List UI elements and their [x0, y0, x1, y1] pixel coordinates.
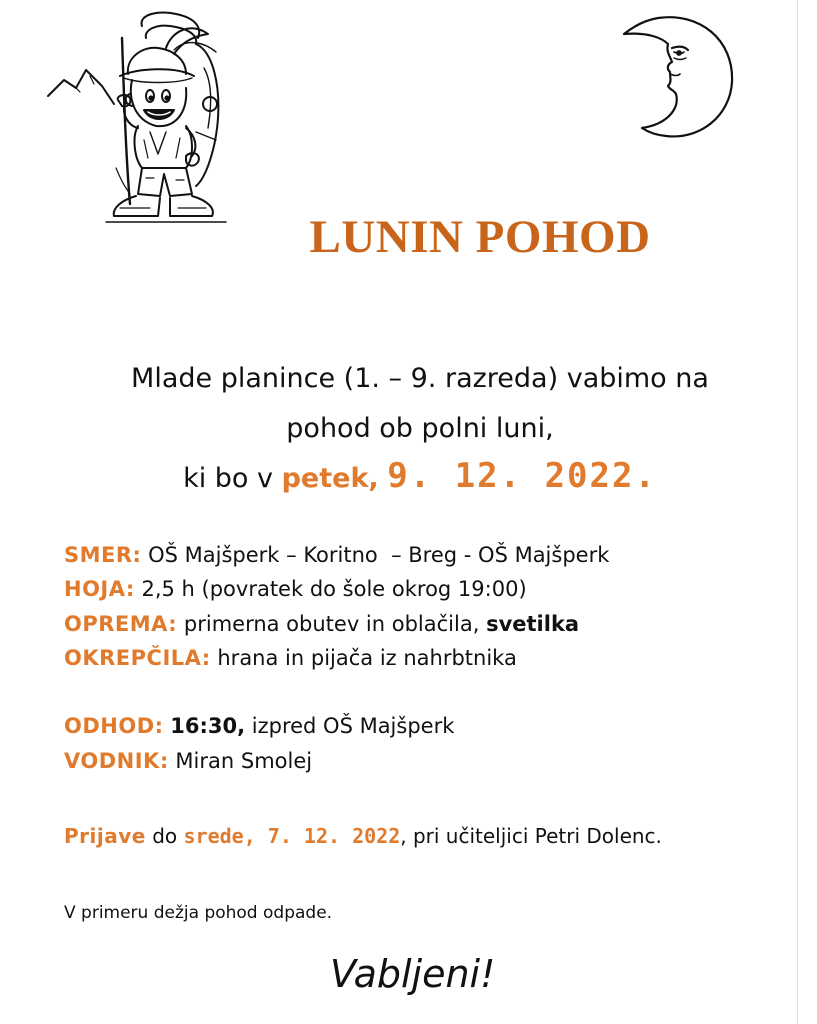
page-title: LUNIN POHOD [309, 211, 651, 263]
event-date: 9. 12. 2022. [387, 456, 657, 496]
intro-line-2: pohod ob polni luni, [286, 413, 554, 444]
page-edge [797, 0, 798, 1024]
equipment-label: OPREMA: [64, 612, 178, 636]
moon-illustration [618, 12, 738, 142]
equipment-row [64, 614, 579, 635]
event-day: petek, [281, 463, 379, 494]
guide-label: VODNIK: [64, 749, 169, 773]
registration-label: Prijave [64, 824, 146, 848]
departure-label: ODHOD: [64, 714, 164, 738]
departure-value: izpred OŠ Majšperk [251, 714, 455, 738]
refreshment-row [64, 648, 517, 669]
route-value: OŠ Majšperk – Koritno – Breg - OŠ Majšperk [148, 543, 610, 567]
refreshment-value: hrana in pijača iz nahrbtnika [217, 646, 517, 670]
route-label: SMER: [64, 543, 142, 567]
guide-row [64, 751, 312, 772]
walk-row [64, 579, 527, 600]
walk-value: 2,5 h (povratek do šole okrog 19:00) [141, 577, 527, 601]
intro-line-1: Mlade planince (1. – 9. razreda) vabimo na [131, 363, 709, 394]
route-row [64, 545, 609, 566]
intro-line-3 [40, 456, 800, 496]
closing-text: Vabljeni! [330, 952, 496, 996]
equipment-bold: svetilka [486, 612, 580, 636]
departure-time: 16:30, [170, 714, 246, 738]
intro-prefix: ki bo v [183, 463, 274, 494]
hiker-illustration [46, 8, 234, 230]
departure-row [64, 716, 454, 737]
walk-label: HOJA: [64, 577, 135, 601]
registration-connector: do [152, 824, 178, 848]
registration-row [64, 826, 662, 846]
rain-note: V primeru dežja pohod odpade. [64, 903, 333, 923]
refreshment-label: OKREPČILA: [64, 646, 211, 670]
registration-rest: , pri učiteljici Petri Dolenc. [400, 824, 662, 848]
registration-deadline: srede, 7. 12. 2022 [183, 824, 401, 848]
guide-value: Miran Smolej [175, 749, 313, 773]
equipment-value: primerna obutev in oblačila, [183, 612, 480, 636]
